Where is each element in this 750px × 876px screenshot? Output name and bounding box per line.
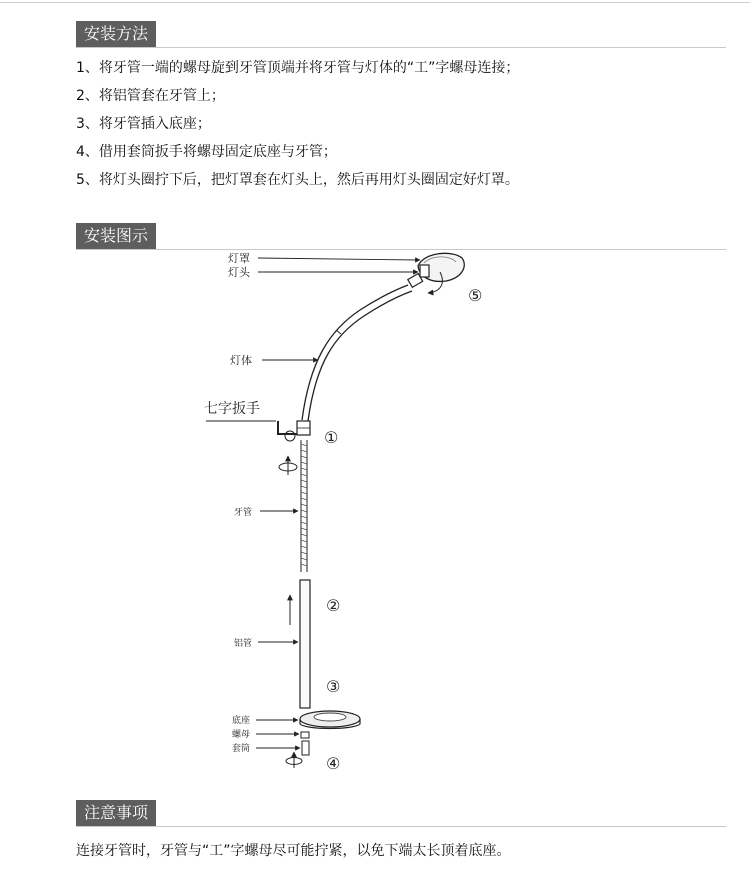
section-title-diagram: 安装图示: [76, 223, 156, 249]
label-body: 灯体: [230, 354, 252, 367]
base-nut: [301, 732, 309, 738]
l-wrench: [278, 421, 297, 441]
label-threaded-tube: 牙管: [234, 508, 253, 518]
step-5: 5、将灯头圈拧下后，把灯罩套在灯头上，然后再用灯头圈固定好灯罩。: [76, 172, 519, 188]
section-title-method: 安装方法: [76, 21, 156, 47]
label-head: 灯头: [228, 266, 250, 279]
note-text: 连接牙管时，牙管与“工”字螺母尽可能拧紧，以免下端太长顶着底座。: [76, 843, 511, 859]
label-nut: 螺母: [232, 730, 251, 740]
socket: [302, 741, 309, 755]
section-title-notes: 注意事项: [76, 800, 156, 826]
label-socket: 套筒: [232, 744, 251, 754]
step-mark-2: ②: [326, 596, 341, 615]
label-shade: 灯罩: [228, 252, 250, 265]
rotate-arrow-connector: [279, 456, 297, 475]
step-mark-4: ④: [326, 754, 341, 773]
step-2: 2、将铝管套在牙管上；: [76, 88, 225, 104]
label-base: 底座: [232, 716, 251, 726]
section-rule-notes: [76, 826, 726, 827]
threaded-tube: [301, 440, 307, 572]
step-4: 4、借用套筒扳手将螺母固定底座与牙管；: [76, 144, 337, 160]
lamp-base: [300, 711, 360, 729]
step-mark-3: ③: [326, 677, 341, 696]
label-wrench: 七字扳手: [204, 401, 260, 417]
step-1: 1、将牙管一端的螺母旋到牙管顶端并将牙管与灯体的“工”字螺母连接；: [76, 60, 520, 76]
rotate-arrow-bottom: [286, 752, 302, 768]
lamp-body-arm: [302, 285, 412, 421]
label-aluminum-tube: 铝管: [234, 639, 253, 649]
step-mark-5: ⑤: [468, 286, 483, 305]
aluminum-tube: [300, 580, 310, 708]
step-3: 3、将牙管插入底座；: [76, 116, 211, 132]
step-mark-1: ①: [324, 428, 339, 447]
leader-shade: [258, 258, 420, 260]
i-shaped-nut: [297, 421, 310, 435]
